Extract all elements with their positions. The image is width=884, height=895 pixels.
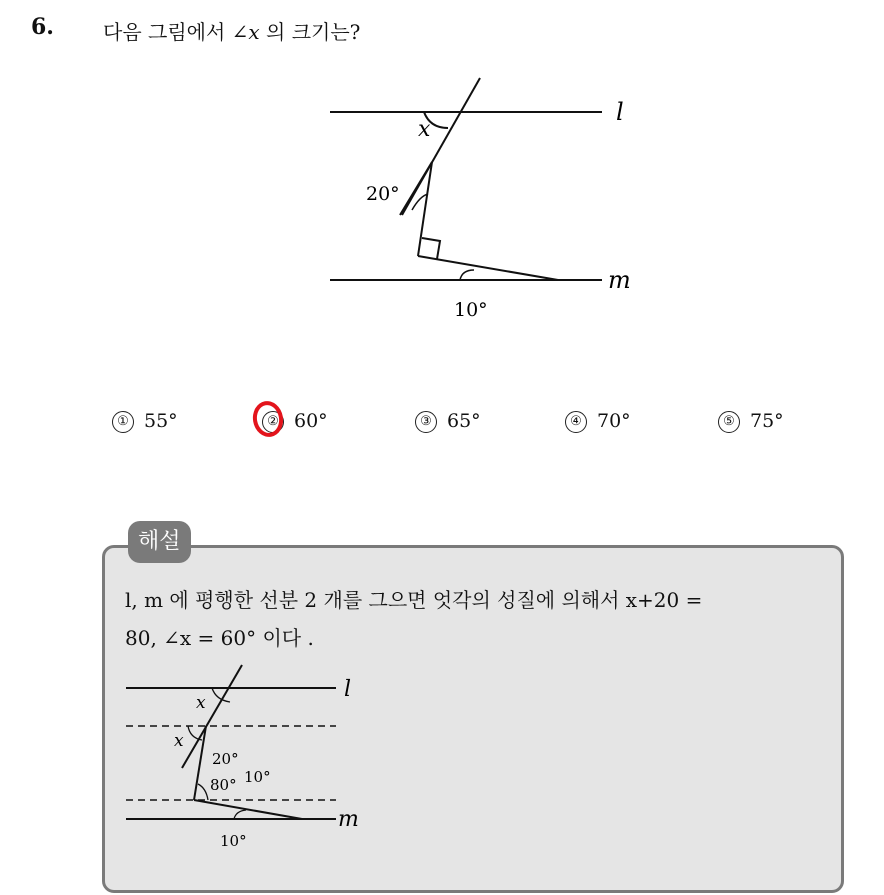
right-angle-mark	[422, 238, 440, 259]
question-text	[103, 16, 360, 45]
choice-1[interactable]	[112, 410, 178, 433]
choice-3[interactable]	[415, 410, 481, 433]
sol-label-l: l	[344, 677, 352, 702]
sol-segment-bottom	[194, 800, 302, 819]
solution-line-2: 80, ∠x = 60° 이다 .	[125, 626, 314, 650]
choice-number: ⑤	[718, 411, 740, 433]
transversal-top	[402, 78, 480, 215]
question-text-before: 다음 그림에서	[103, 20, 232, 44]
sol-angle-10-arc	[234, 810, 246, 819]
fig-label-x: x	[418, 117, 431, 142]
choice-5[interactable]	[718, 410, 784, 433]
fig-label-l: l	[616, 98, 624, 126]
sol-label-80: 80°	[210, 776, 237, 794]
choice-4[interactable]	[565, 410, 631, 433]
choice-number: ④	[565, 411, 587, 433]
choice-text: 75°	[750, 410, 784, 432]
choice-number: ①	[112, 411, 134, 433]
fig-label-20: 20°	[366, 183, 400, 205]
solution-line-1: l, m 에 평행한 선분 2 개를 그으면 엇각의 성질에 의해서 x+20 =	[125, 588, 703, 612]
choice-text: 55°	[144, 410, 178, 432]
choice-text: 70°	[597, 410, 631, 432]
question-angle: ∠x	[231, 20, 260, 44]
sol-label-m: m	[338, 807, 359, 832]
sol-label-20: 20°	[212, 750, 239, 768]
choice-number: ②	[262, 411, 284, 433]
choice-text: 65°	[447, 410, 481, 432]
sol-label-10-mid: 10°	[244, 768, 271, 786]
answer-choices	[0, 410, 884, 442]
segment-bottom	[418, 256, 558, 280]
sol-label-x-mid: x	[174, 731, 184, 751]
sol-angle-80-arc	[198, 784, 208, 800]
angle-10-arc	[460, 270, 474, 280]
question-figure	[320, 70, 660, 330]
solution-figure	[120, 660, 370, 860]
sol-label-10-bottom: 10°	[220, 832, 247, 850]
choice-text: 60°	[294, 410, 328, 432]
fig-label-m: m	[608, 266, 631, 294]
fig-label-10: 10°	[454, 299, 488, 321]
choice-number: ③	[415, 411, 437, 433]
sol-label-x-top: x	[196, 693, 206, 713]
solution-tag: 해설	[128, 521, 191, 563]
question-text-after: 의 크기는?	[259, 20, 361, 44]
question-number: 6.	[31, 14, 54, 40]
